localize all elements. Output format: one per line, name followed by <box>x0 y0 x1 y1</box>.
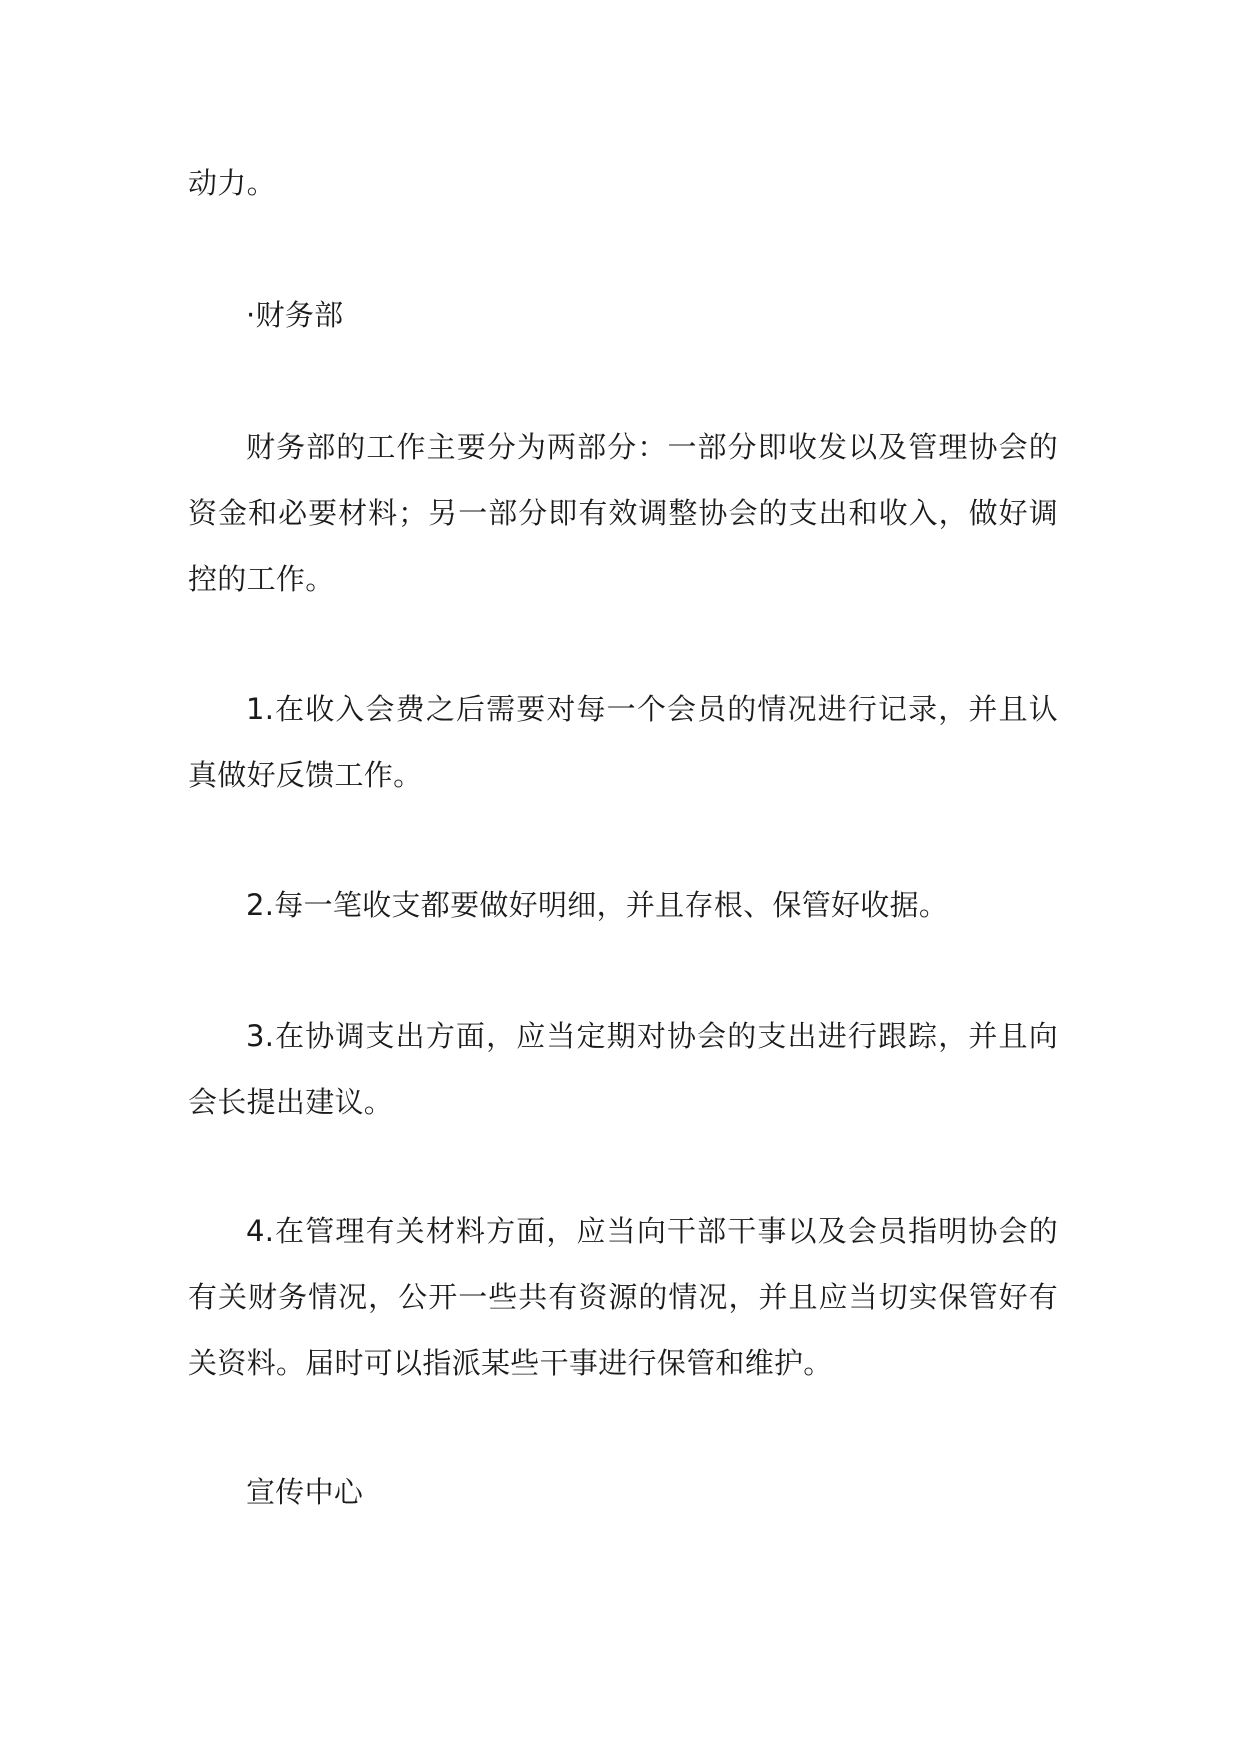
paragraph-continuation: 动力。 <box>188 166 276 200</box>
list-item-1: 1.在收入会费之后需要对每一个会员的情况进行记录，并且认真做好反馈工作。 <box>188 692 1058 792</box>
list-item-3: 3.在协调支出方面，应当定期对协会的支出进行跟踪，并且向会长提出建议。 <box>188 1019 1058 1119</box>
section-heading-publicity: 宣传中心 <box>246 1475 364 1509</box>
list-item-2: 2.每一笔收支都要做好明细，并且存根、保管好收据。 <box>246 888 949 922</box>
section-heading-finance: ·财务部 <box>246 298 344 332</box>
paragraph-finance-intro: 财务部的工作主要分为两部分：一部分即收发以及管理协会的资金和必要材料；另一部分即有效调整协会的支出和收入，做好调控的工作。 <box>188 430 1058 596</box>
list-item-4: 4.在管理有关材料方面，应当向干部干事以及会员指明协会的有关财务情况，公开一些共有资源的情况，并且应当切实保管好有关资料。届时可以指派某些干事进行保管和维护。 <box>188 1214 1058 1380</box>
